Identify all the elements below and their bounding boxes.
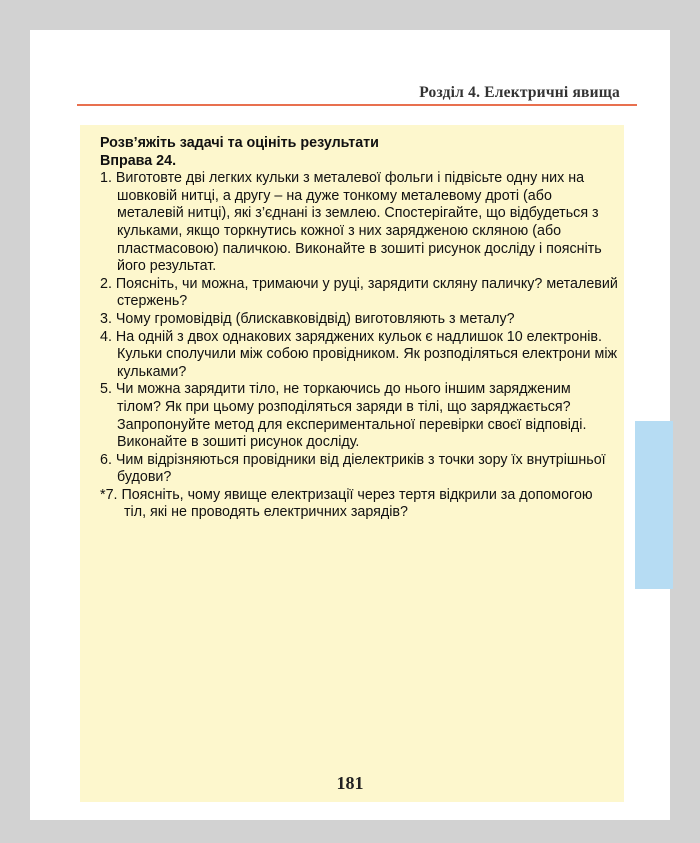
exercise-content (100, 135, 618, 522)
textbook-page (30, 30, 670, 820)
section-header: Розділ 4. Електричні явища (419, 84, 620, 101)
exercise-box (80, 125, 624, 802)
exercise-item-6: 6. Чим відрізняються провідники від діелектриків з точки зору їх внутрішньої будови? (100, 451, 606, 486)
exercise-item-5: 5. Чи можна зарядити тіло, не торкаючись до нього іншим зарядженим тілом? Як при цьому розподіляться заряди в тілі, що заряджається? Запропонуйте метод для експериментальної перевірки своєї відповіді. Виконайте в зошиті рисунок досліду. (100, 381, 587, 451)
exercise-item-1: 1. Виготовте дві легких кульки з металевої фольги і підвісьте одну них на шовковій нитці, а другу – на дуже тонкому металевому дроті (або металевій нитці), які з’єднані із землею. Спостерігайте, що відбудеться з кульками, якщо торкнутись кожної з них зарядженою скляною (або пластмасовою) паличкою. Виконайте в зошиті рисунок досліду і поясніть його результат. (100, 170, 602, 275)
exercise-item-4: 4. На одній з двох однакових заряджених кульок є надлишок 10 електронів. Кульки сполучили між собою провідником. Як розподіляться електрони між кульками? (100, 328, 618, 380)
exercise-item-2: 2. Поясніть, чи можна, тримаючи у руці, зарядити скляну паличку? металевий стержень? (100, 275, 618, 310)
page-number: 181 (336, 773, 364, 793)
exercise-item-7: *7. Поясніть, чому явище електризації через тертя відкрили за допомогою тіл, які не проводять електричних зарядів? (100, 486, 593, 521)
exercise-number: Вправа 24. (100, 152, 177, 169)
exercise-heading: Розв’яжіть задачі та оцініть результати (100, 135, 379, 151)
chapter-side-tab (635, 421, 673, 589)
exercise-item-3: 3. Чому громовідвід (блискавковідвід) виготовляють з металу? (100, 310, 515, 327)
header-divider (77, 104, 637, 106)
